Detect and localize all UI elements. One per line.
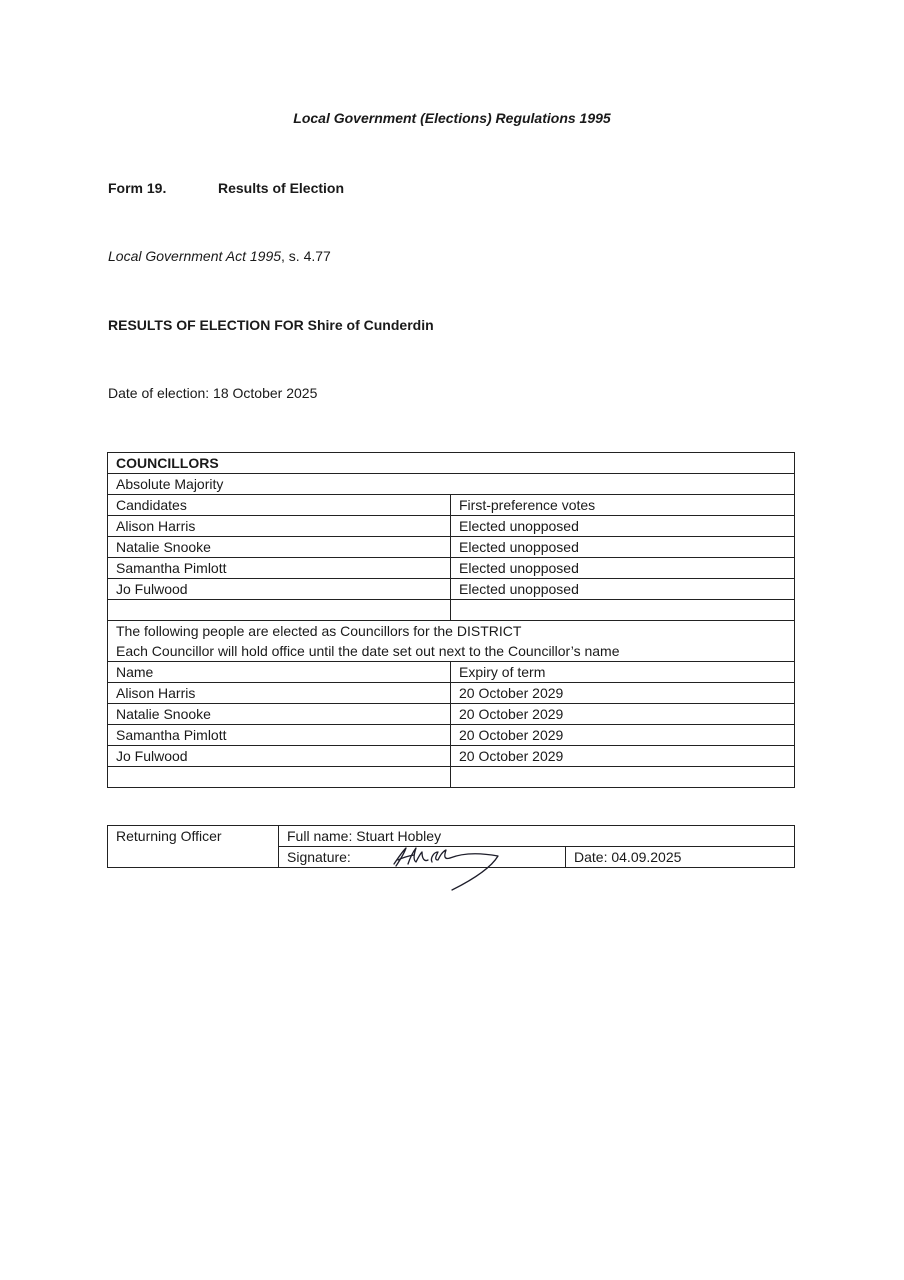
date-of-election: Date of election: 18 October 2025 [108,385,318,401]
councillor-name: Samantha Pimlott [108,725,451,746]
form-name: Results of Election [218,180,345,196]
councillor-name: Alison Harris [108,683,451,704]
officer-full-name: Full name: Stuart Hobley [279,826,795,847]
table-row [108,453,795,474]
candidates-header: Candidates [108,495,451,516]
table-row [108,516,795,537]
results-heading: RESULTS OF ELECTION FOR Shire of Cunderdin [108,317,434,333]
blank-cell [108,767,451,788]
table-row [108,474,795,495]
table-row [108,683,795,704]
returning-officer-label: Returning Officer [108,826,279,868]
table-row [108,725,795,746]
act-name: Local Government Act 1995 [108,248,282,264]
table-row [108,537,795,558]
candidate-name: Natalie Snooke [108,537,451,558]
table-row [108,662,795,683]
councillors-results-table [107,452,795,788]
table-row [108,621,795,662]
table-row [108,600,795,621]
act-section: , s. 4.77 [281,248,331,264]
form-number: Form 19. [108,180,167,196]
table-row [108,767,795,788]
candidate-name: Samantha Pimlott [108,558,451,579]
table-row [108,495,795,516]
elected-statement [108,621,795,662]
table-row [108,704,795,725]
candidate-name: Alison Harris [108,516,451,537]
candidate-votes: Elected unopposed [451,537,795,558]
term-expiry: 20 October 2029 [451,683,795,704]
blank-cell [451,600,795,621]
officer-date: Date: 04.09.2025 [566,847,795,868]
handwritten-signature [380,838,510,894]
candidate-votes: Elected unopposed [451,516,795,537]
majority-type: Absolute Majority [108,474,795,495]
table-row [108,558,795,579]
councillor-name: Jo Fulwood [108,746,451,767]
name-header: Name [108,662,451,683]
signature-label: Signature: [279,847,566,868]
candidate-votes: Elected unopposed [451,579,795,600]
term-expiry: 20 October 2029 [451,725,795,746]
votes-header: First-preference votes [451,495,795,516]
act-reference [108,248,331,264]
councillor-name: Natalie Snooke [108,704,451,725]
elected-statement-line-2: Each Councillor will hold office until the date set out next to the Councillor’s name [116,643,620,659]
blank-cell [108,600,451,621]
blank-cell [451,767,795,788]
term-expiry: 20 October 2029 [451,704,795,725]
table-row [108,746,795,767]
elected-statement-line-1: The following people are elected as Councillors for the DISTRICT [116,623,522,639]
regulation-title: Local Government (Elections) Regulations 1995 [293,110,611,126]
candidate-votes: Elected unopposed [451,558,795,579]
expiry-header: Expiry of term [451,662,795,683]
candidate-name: Jo Fulwood [108,579,451,600]
term-expiry: 20 October 2029 [451,746,795,767]
table-row [108,579,795,600]
councillors-title: COUNCILLORS [108,453,795,474]
